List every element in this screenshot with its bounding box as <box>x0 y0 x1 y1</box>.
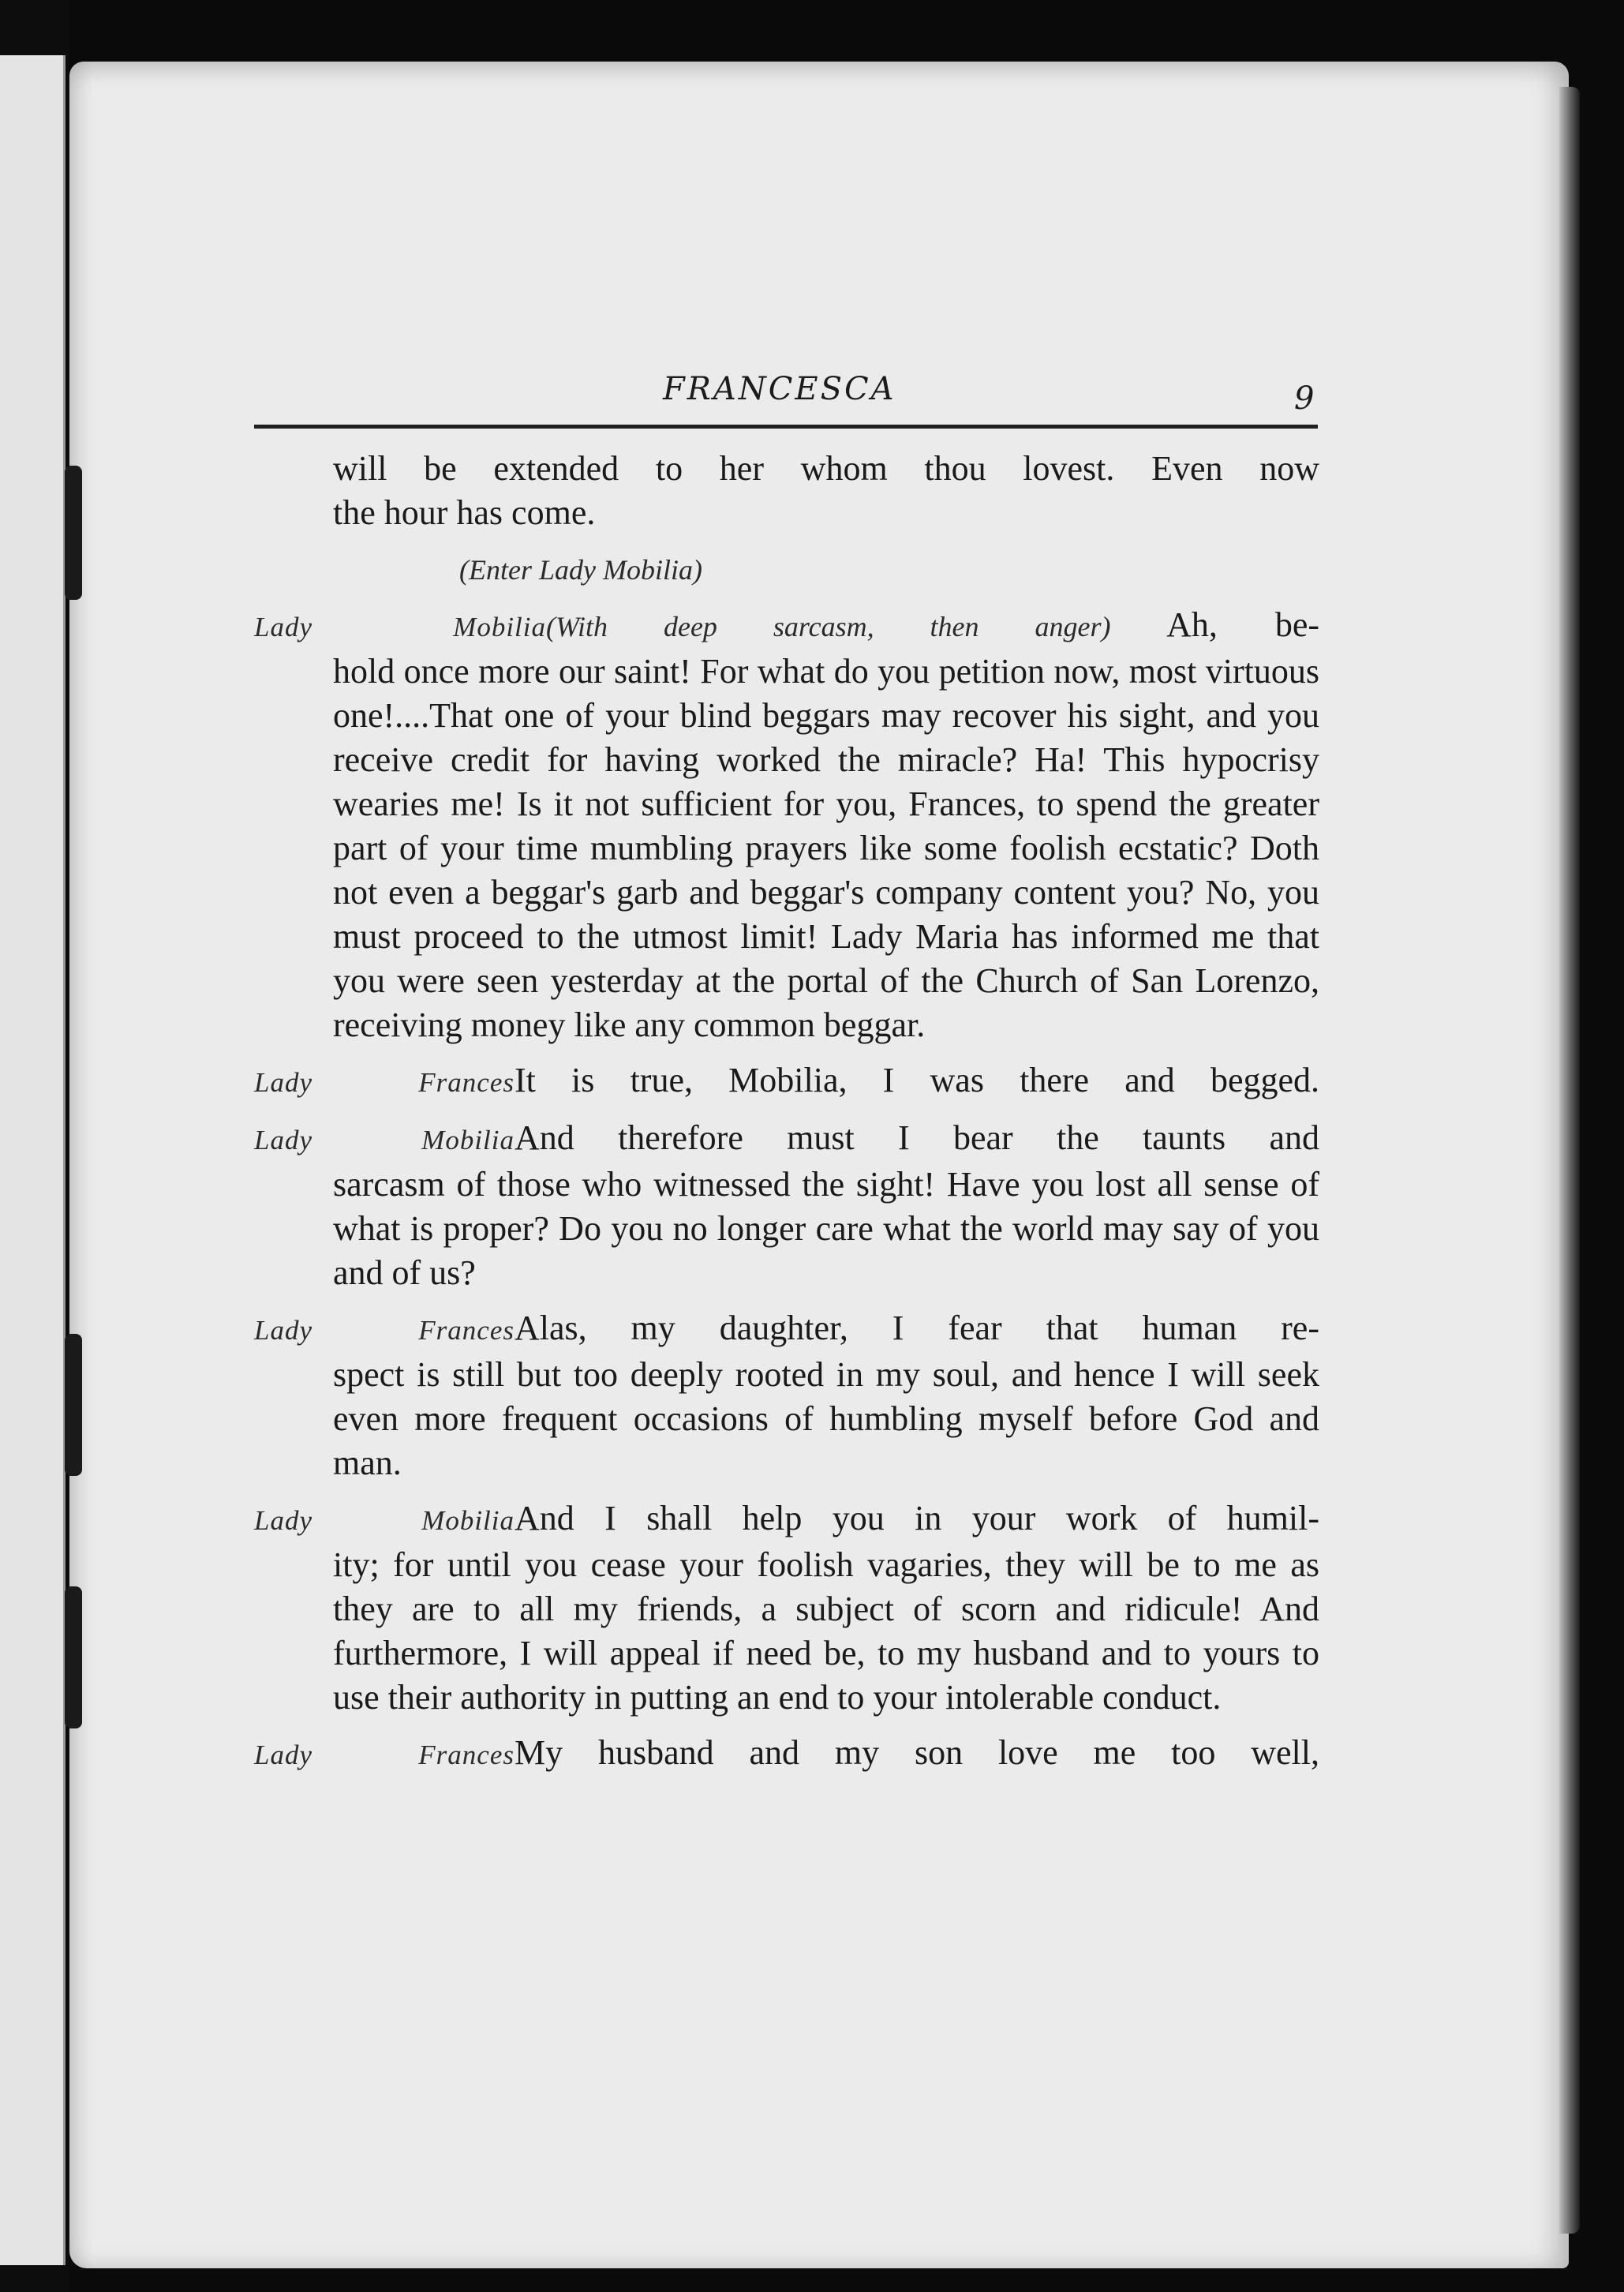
speaker-name: Lady Mobilia <box>254 1505 515 1536</box>
speech-text: Alas, my daughter, I fear that human re- <box>515 1309 1319 1347</box>
opening-line: will be extended to her whom thou lovest. Even now <box>333 449 1319 488</box>
speech-body: sarcasm of those who witnessed the sight! Have you lost all sense of what is proper? Do you no longer care what the world may say of you and of us? <box>333 1165 1319 1292</box>
binding-stitch-mark <box>65 466 82 600</box>
speech-block <box>254 603 1319 1047</box>
speech-text: It is true, Mobilia, I was there and begged. <box>515 1061 1319 1099</box>
speaker-name: Lady Mobilia <box>254 612 546 642</box>
speech-first-line <box>254 1058 1319 1105</box>
speech-first-line <box>254 1306 1319 1353</box>
speech-block <box>254 1306 1319 1485</box>
speaker-name: Lady Frances <box>254 1740 515 1770</box>
stage-direction-inline: (With deep sarcasm, then anger) <box>546 611 1111 642</box>
speech-body: hold once more our saint! For what do you petition now, most virtuous one!....That one of your blind beggars may recover his sight, and you receive credit for having worked the miracle? Ha! This hypocrisy wearies me! Is it not sufficient for you, Frances, to spend the greater part of your time mumbling prayers like some foolish ecstatic? Doth not even a beggar's garb and beggar's company content you? No, you must proceed to the utmost limit! Lady Maria has informed me that you were seen yesterday at the portal of the Church of San Lorenzo, receiving money like any common beggar. <box>333 652 1319 1044</box>
speech-block <box>254 1731 1319 1777</box>
opening-line: the hour has come. <box>333 493 596 532</box>
speech-first-line <box>254 1116 1319 1163</box>
speaker-name: Lady Mobilia <box>254 1125 515 1155</box>
speech-body: spect is still but too deeply rooted in my soul, and hence I will seek even more frequent occasions of humbling myself before God and man. <box>333 1355 1319 1482</box>
page-text <box>254 447 1319 1777</box>
page-number: 9 <box>1294 380 1315 417</box>
speech-first-line <box>254 1731 1319 1777</box>
header-rule <box>254 425 1318 429</box>
speech-text: Ah, be- <box>1166 605 1319 644</box>
book-gutter <box>0 0 69 2292</box>
stage-direction: (Enter Lady Mobilia) <box>459 554 702 586</box>
speech-first-line <box>254 603 1319 650</box>
speech-body: ity; for until you cease your foolish vagaries, they will be to me as they are to all my friends, a subject of scorn and ridicule! And furthermore, I will appeal if need be, to my husband and to yours to use their authority in putting an end to your intolerable conduct. <box>333 1545 1319 1717</box>
speaker-name: Lady Frances <box>254 1067 515 1098</box>
speech-block <box>254 1116 1319 1295</box>
binding-stitch-mark <box>65 1334 82 1476</box>
page-binding-shadow <box>69 62 93 2268</box>
binding-stitch-mark <box>65 1586 82 1728</box>
page-right-edge <box>1559 87 1580 2234</box>
speech-first-line <box>254 1496 1319 1543</box>
facing-page-edge <box>0 55 65 2265</box>
speech-text: And therefore must I bear the taunts and <box>515 1118 1319 1157</box>
speech-block <box>254 1058 1319 1105</box>
speaker-name: Lady Frances <box>254 1315 515 1346</box>
speech-text: And I shall help you in your work of humil- <box>515 1499 1319 1537</box>
running-title: FRANCESCA <box>663 371 896 407</box>
speech-text: My husband and my son love me too well, <box>515 1733 1319 1772</box>
speech-block <box>254 1496 1319 1720</box>
page-header <box>253 369 1318 425</box>
